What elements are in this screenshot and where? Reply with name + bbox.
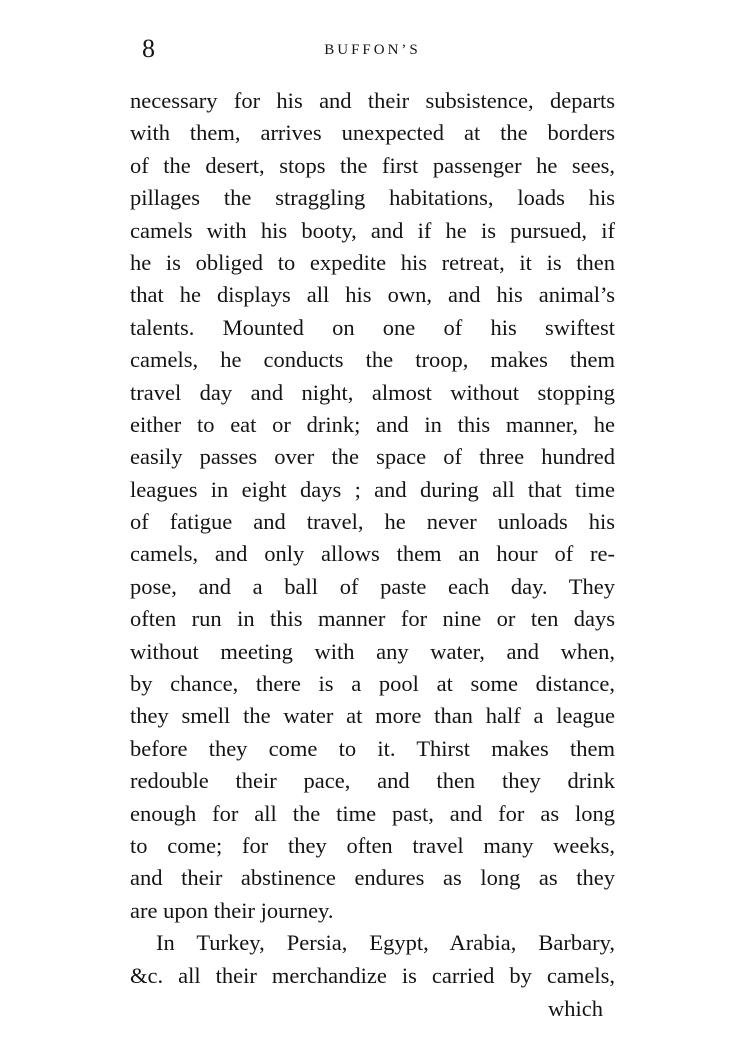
text-line: travel day and night, almost without stopping <box>130 379 615 405</box>
running-title: BUFFON’S <box>324 42 421 58</box>
catchword: which <box>548 995 603 1021</box>
text-line: before they come to it. Thirst makes them <box>130 735 615 761</box>
text-line: easily passes over the space of three hundred <box>130 444 615 470</box>
text-line: are upon their journey. <box>130 897 334 923</box>
text-line: often run in this manner for nine or ten days <box>130 606 615 632</box>
text-line: and their abstinence endures as long as they <box>130 865 615 891</box>
text-line: of the desert, stops the first passenger he sees, <box>130 152 615 178</box>
text-line: talents. Mounted on one of his swiftest <box>130 314 615 340</box>
text-line: without meeting with any water, and when, <box>130 638 615 664</box>
text-line: In Turkey, Persia, Egypt, Arabia, Barbary, <box>156 930 615 956</box>
text-line: they smell the water at more than half a league <box>130 703 615 729</box>
text-line: camels, he conducts the troop, makes them <box>130 347 615 373</box>
text-line: camels, and only allows them an hour of re- <box>130 541 615 567</box>
text-line: with them, arrives unexpected at the borders <box>130 120 615 146</box>
text-line: either to eat or drink; and in this manner, he <box>130 411 615 437</box>
page-number: 8 <box>142 34 155 63</box>
text-line: pose, and a ball of paste each day. They <box>130 573 615 599</box>
text-line: that he displays all his own, and his animal’s <box>130 282 615 308</box>
text-line: to come; for they often travel many weeks, <box>130 832 615 858</box>
paragraph-2 <box>130 927 615 992</box>
body-text <box>130 85 615 1026</box>
text-line: of fatigue and travel, he never unloads his <box>130 509 615 535</box>
text-line: camels with his booty, and if he is pursued, if <box>130 217 615 243</box>
text-line: necessary for his and their subsistence, departs <box>130 88 615 113</box>
text-line: enough for all the time past, and for as long <box>130 800 615 826</box>
text-line: leagues in eight days ; and during all that time <box>130 476 615 502</box>
text-line: &c. all their merchandize is carried by camels, <box>130 962 615 988</box>
text-line: by chance, there is a pool at some distance, <box>130 671 615 697</box>
text-line: redouble their pace, and then they drink <box>130 768 615 794</box>
running-head <box>130 34 615 64</box>
text-line: he is obliged to expedite his retreat, it is then <box>130 249 615 275</box>
paragraph-1 <box>130 85 615 927</box>
text-line: pillages the straggling habitations, loads his <box>130 185 615 211</box>
